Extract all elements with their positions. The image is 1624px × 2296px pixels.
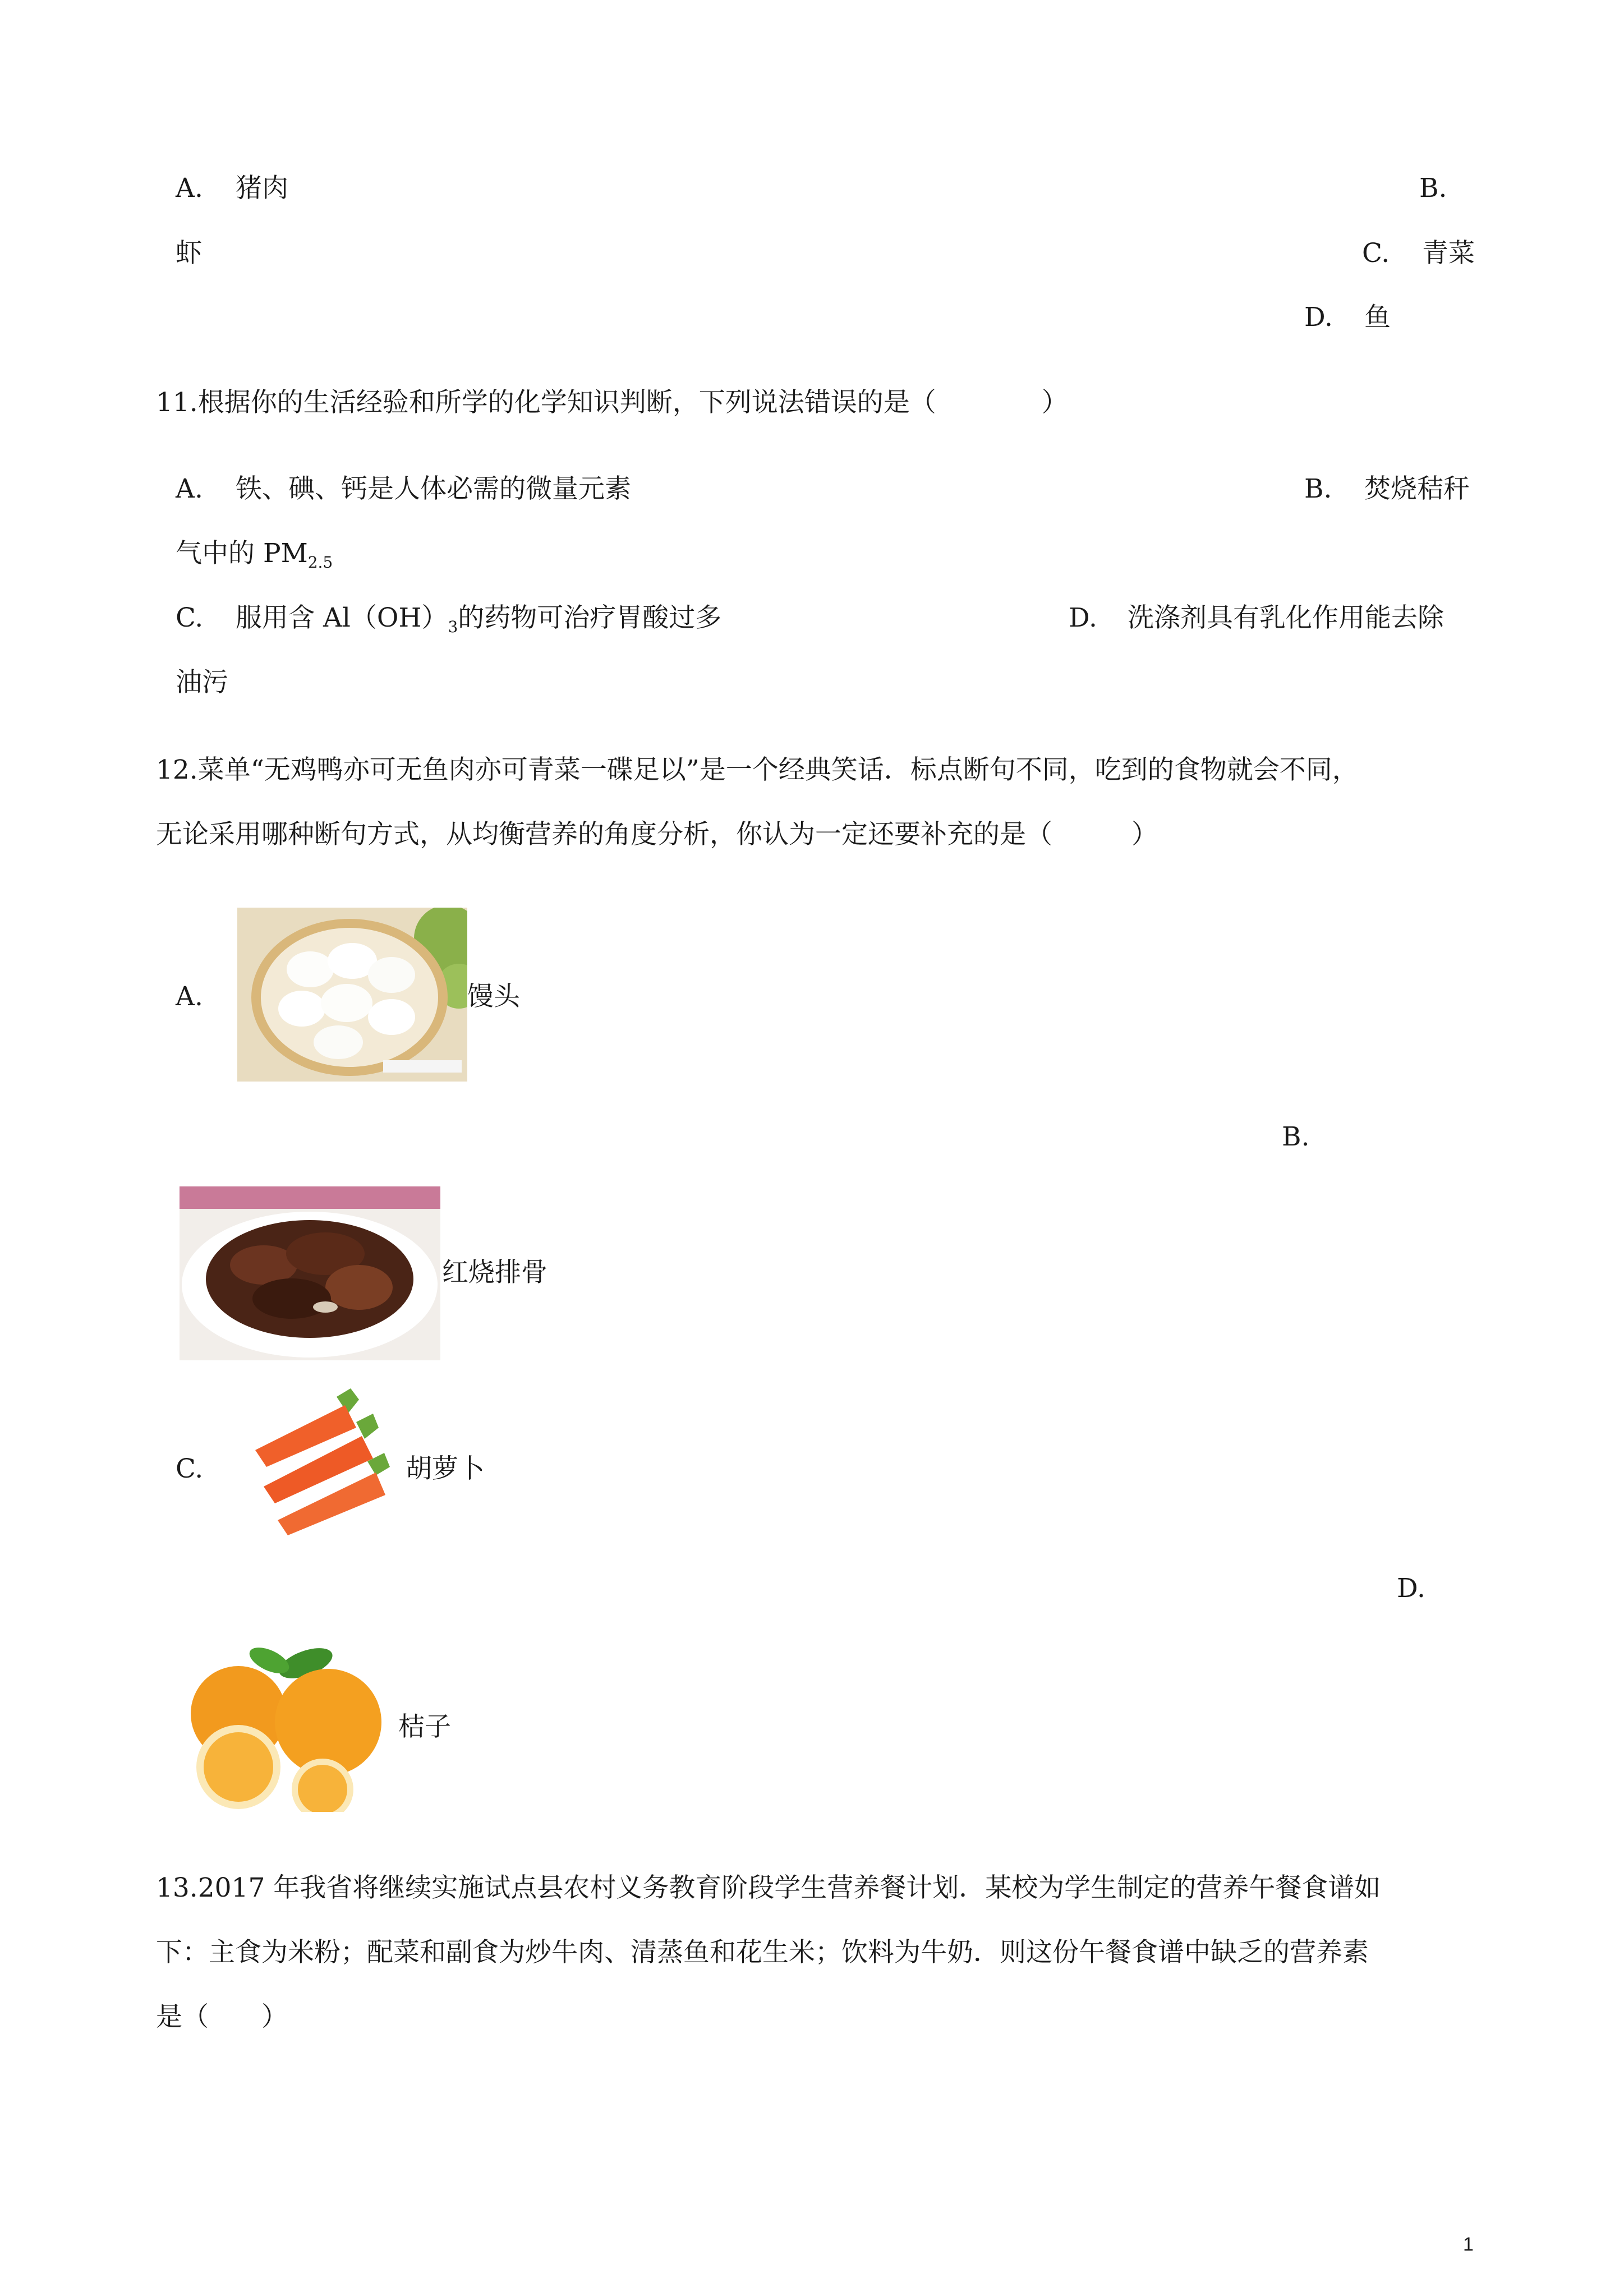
q12-stem-line2: 无论采用哪种断句方式，从均衡营养的角度分析，你认为一定还要补充的是（ ） — [156, 819, 1158, 850]
q11-option-b-letter: B. — [1304, 473, 1332, 504]
q12-stem-line1: 12.菜单“无鸡鸭亦可无鱼肉亦可青菜一碟足以”是一个经典笑话．标点断句不同，吃到的食物就会不同， — [156, 754, 1359, 785]
q11-option-a-letter: A. — [176, 473, 203, 504]
q11-stem: 11.根据你的生活经验和所学的化学知识判断，下列说法错误的是（ ） — [156, 387, 1068, 418]
q11-option-b-text-line1: 焚烧秸秆 — [1364, 473, 1470, 504]
q13-stem-line2: 下：主食为米粉；配菜和副食为炒牛肉、清蒸鱼和花生米；饮料为牛奶．则这份午餐食谱中缺乏的营养素 — [156, 1937, 1369, 1968]
carrots-image — [238, 1388, 407, 1548]
q10-option-a-letter: A. — [176, 173, 203, 204]
q10-option-d-text: 鱼 — [1364, 302, 1391, 333]
q10-option-a-text: 猪肉 — [236, 173, 288, 204]
q12-option-a-text: 馒头 — [467, 981, 520, 1012]
q13-stem-line1: 13.2017 年我省将继续实施试点县农村义务教育阶段学生营养餐计划．某校为学生制定的营养午餐食谱如 — [156, 1872, 1381, 1903]
oranges-image — [185, 1635, 393, 1812]
q12-option-d-letter: D. — [1397, 1573, 1425, 1604]
q12-option-d-text: 桔子 — [398, 1711, 451, 1742]
q10-option-d-letter: D. — [1304, 302, 1333, 333]
q11-option-d-text-line2: 油污 — [176, 667, 228, 698]
q12-option-a-letter: A. — [176, 981, 203, 1012]
q10-option-b-text: 虾 — [176, 238, 202, 269]
q10-option-b-letter: B. — [1419, 173, 1447, 204]
q11-option-c-text: 服用含 $Al(OH)_3$的药物可治疗胃酸过多 — [236, 602, 722, 636]
q11-option-b-text-line2: 气中的 $PM_{2.5}$ — [176, 538, 333, 572]
q11-option-d-text-line1: 洗涤剂具有乳化作用能去除 — [1128, 602, 1444, 633]
q11-option-a-text: 铁、碘、钙是人体必需的微量元素 — [236, 473, 631, 504]
q11-option-c-letter: C. — [176, 602, 204, 633]
q12-option-b-text: 红烧排骨 — [442, 1257, 548, 1288]
q13-stem-line3: 是（ ） — [156, 2001, 288, 2032]
q11-option-d-letter: D. — [1069, 602, 1097, 633]
page-number: 1 — [1463, 2234, 1474, 2255]
steamed-buns-image — [237, 908, 467, 1082]
q10-option-c-letter: C. — [1362, 238, 1390, 269]
q12-option-c-text: 胡萝卜 — [406, 1453, 485, 1484]
braised-ribs-image — [180, 1186, 440, 1360]
q12-option-c-letter: C. — [176, 1453, 204, 1484]
q12-option-b-letter: B. — [1282, 1121, 1310, 1152]
q10-option-c-text: 青菜 — [1422, 238, 1475, 269]
